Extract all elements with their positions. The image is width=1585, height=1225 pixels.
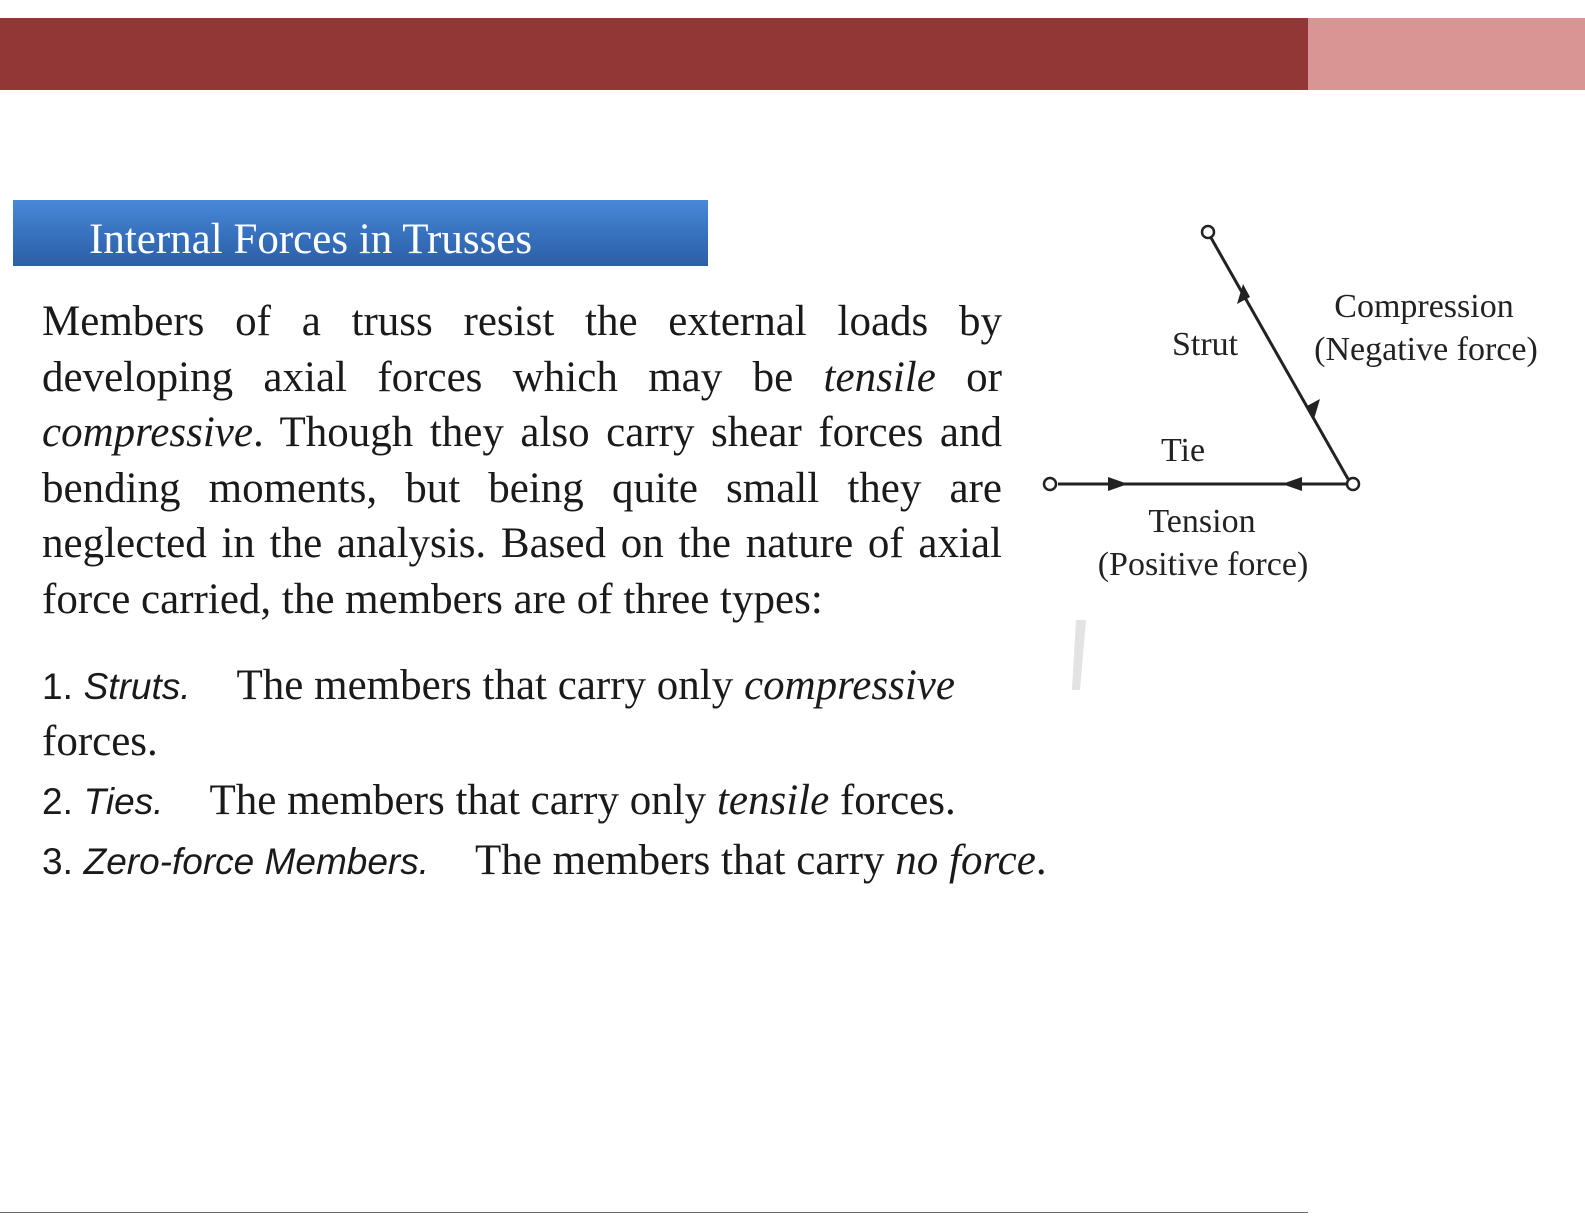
strut-arrow-down-icon [1307, 399, 1320, 419]
intro-compressive: compressive [42, 409, 253, 456]
tie-arrow-right-icon [1108, 477, 1128, 491]
type-number: 2. [42, 781, 73, 822]
type-tail: . [1035, 837, 1047, 884]
intro-text-1: Members of a truss resist the external loads by developing axial forces which may be [42, 298, 1002, 401]
footer-rule [0, 1212, 1308, 1213]
intro-tensile: tensile [823, 353, 936, 401]
section-title: Internal Forces in Trusses [89, 216, 533, 263]
type-tail: forces. [829, 777, 956, 824]
type-number: 3. [42, 841, 73, 882]
type-term: Zero-force Members. [83, 841, 430, 882]
type-term: Ties. [83, 781, 164, 822]
intro-text-2: or [935, 353, 1002, 401]
type-desc: The members that carry only [209, 777, 717, 824]
type-tail: forces. [42, 718, 158, 765]
tie-end-joint [1044, 478, 1056, 490]
type-number: 1. [42, 666, 73, 707]
type-term: Struts. [83, 666, 191, 707]
type-desc: The members that carry only [236, 662, 744, 709]
tension-sub-label: (Positive force) [1097, 546, 1309, 583]
type-emph: tensile [716, 777, 830, 824]
strut-label: Strut [1172, 326, 1239, 363]
compression-label: Compression [1334, 288, 1514, 325]
strut-end-joint [1202, 226, 1214, 238]
tension-label: Tension [1148, 503, 1256, 540]
type-desc: The members that carry [475, 837, 896, 884]
scan-artifact [1072, 620, 1086, 690]
type-emph: compressive [744, 662, 955, 709]
intro-text-3: . Though they also carry shear forces and bending moments, but being quite small they are neglected in the analysis. Based on the nature of axial force carried, the members are of three types: [42, 409, 1002, 623]
tie-label: Tie [1160, 432, 1206, 469]
type-emph: no force [895, 837, 1036, 884]
tie-arrow-left-icon [1282, 477, 1302, 491]
common-joint [1347, 478, 1359, 490]
compression-sub-label: (Negative force) [1314, 331, 1538, 368]
